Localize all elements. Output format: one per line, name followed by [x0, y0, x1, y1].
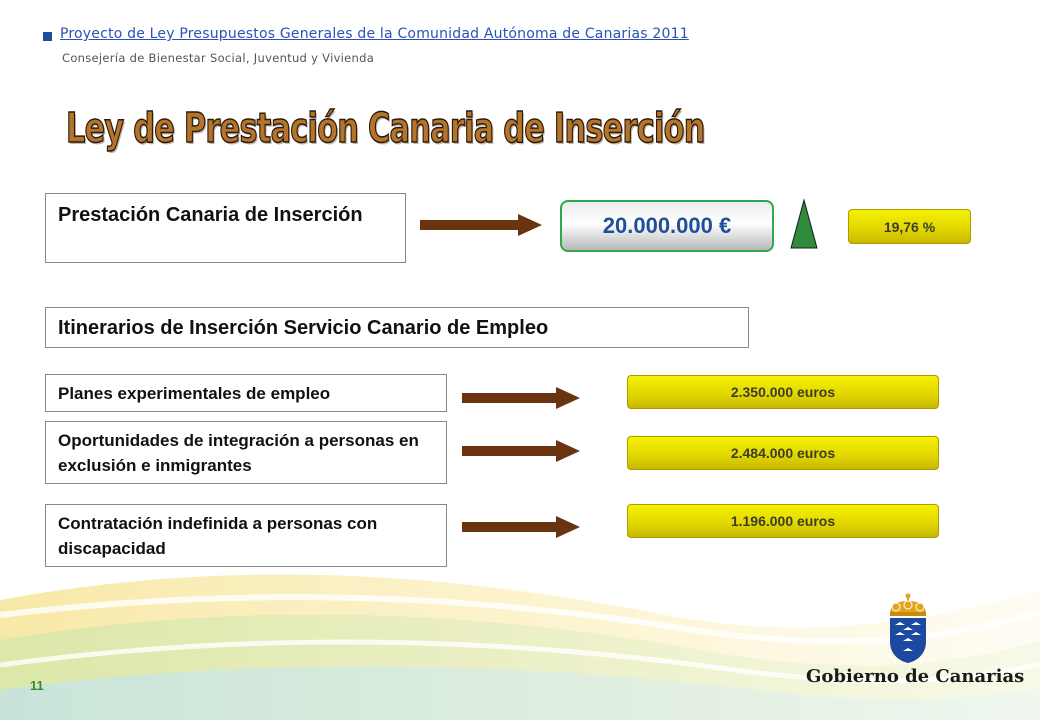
prestacion-amount: 20.000.000 €	[560, 200, 774, 252]
item-label-box	[45, 421, 447, 484]
item-amount: 2.484.000 euros	[627, 436, 939, 470]
itinerarios-heading: Itinerarios de Inserción Servicio Canario de Empleo	[58, 317, 549, 339]
page-number: 11	[30, 678, 44, 693]
prestacion-label: Prestación Canaria de Inserción	[58, 204, 363, 226]
header-subtitle: Consejería de Bienestar Social, Juventud y Vivienda	[62, 51, 375, 65]
item-amount: 2.350.000 euros	[627, 375, 939, 409]
right-arrow-icon	[462, 385, 580, 411]
up-triangle-icon	[789, 198, 819, 250]
right-arrow-icon	[462, 438, 580, 464]
prestacion-percent: 19,76 %	[848, 209, 971, 244]
header-link[interactable]: Proyecto de Ley Presupuestos Generales de la Comunidad Autónoma de Canarias 2011	[60, 26, 689, 42]
page-title: Ley de Prestación Canaria de Inserción	[66, 104, 705, 152]
item-label: Planes experimentales de empleo	[58, 384, 331, 403]
item-label: Contratación indefinida a personas con discapacidad	[58, 514, 378, 558]
right-arrow-icon	[462, 514, 580, 540]
header-bullet-icon	[43, 32, 52, 41]
item-amount: 1.196.000 euros	[627, 504, 939, 538]
itinerarios-heading-box	[45, 307, 749, 348]
item-label-box	[45, 504, 447, 567]
item-label-box	[45, 374, 447, 412]
government-logo-text: Gobierno de Canarias	[806, 666, 1025, 687]
coat-of-arms-icon	[884, 592, 932, 664]
item-label: Oportunidades de integración a personas en exclusión e inmigrantes	[58, 431, 419, 475]
prestacion-label-box	[45, 193, 406, 263]
right-arrow-icon	[420, 212, 542, 238]
